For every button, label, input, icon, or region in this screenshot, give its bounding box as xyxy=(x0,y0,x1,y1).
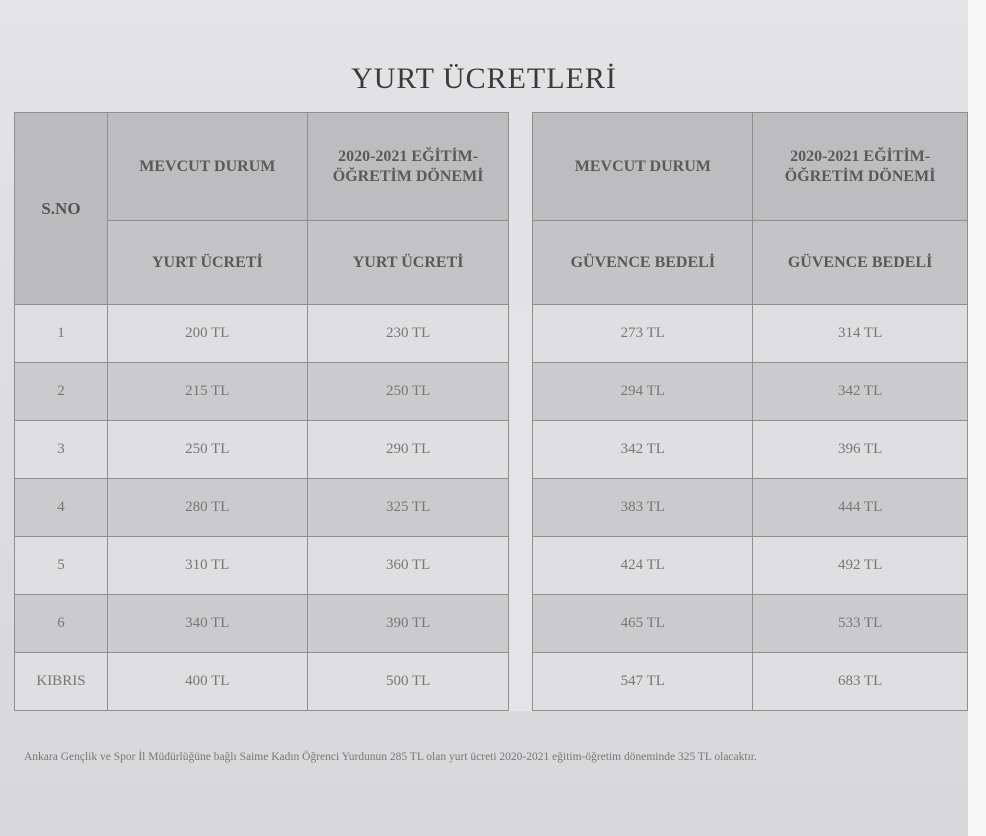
new-deposit-cell: 533 TL xyxy=(753,595,968,653)
row-number: 5 xyxy=(15,537,108,595)
row-number: 2 xyxy=(15,363,108,421)
new-fee-cell: 250 TL xyxy=(307,363,509,421)
new-deposit-cell: 683 TL xyxy=(753,653,968,711)
row-number: KIBRIS xyxy=(15,653,108,711)
new-fee-cell: 500 TL xyxy=(307,653,509,711)
group-header-new-term-deposit: 2020-2021 EĞİTİM-ÖĞRETİM DÖNEMİ xyxy=(753,113,968,221)
column-gap xyxy=(509,113,533,305)
table-row xyxy=(15,305,968,363)
column-gap xyxy=(509,363,533,421)
new-deposit-cell: 444 TL xyxy=(753,479,968,537)
current-deposit-cell: 465 TL xyxy=(533,595,753,653)
sno-header: S.NO xyxy=(15,113,108,305)
current-deposit-cell: 342 TL xyxy=(533,421,753,479)
current-fee-cell: 250 TL xyxy=(107,421,307,479)
new-fee-cell: 390 TL xyxy=(307,595,509,653)
new-deposit-cell: 342 TL xyxy=(753,363,968,421)
footnote: Ankara Gençlik ve Spor İl Müdürlüğüne bağlı Saime Kadın Öğrenci Yurdunun 285 TL olan yurt ücreti 2020-2021 eğitim-öğretim döneminde 325 TL olacaktır. xyxy=(24,751,757,763)
new-fee-cell: 230 TL xyxy=(307,305,509,363)
background-edge xyxy=(968,0,986,836)
current-deposit-cell: 273 TL xyxy=(533,305,753,363)
table-row xyxy=(15,421,968,479)
current-deposit-cell: 383 TL xyxy=(533,479,753,537)
new-fee-cell: 290 TL xyxy=(307,421,509,479)
page-title: YURT ÜCRETLERİ xyxy=(351,62,617,95)
table-row xyxy=(15,537,968,595)
column-gap xyxy=(509,479,533,537)
table-row xyxy=(15,479,968,537)
current-deposit-cell: 547 TL xyxy=(533,653,753,711)
current-fee-cell: 200 TL xyxy=(107,305,307,363)
column-gap xyxy=(509,595,533,653)
column-gap xyxy=(509,537,533,595)
table-row xyxy=(15,363,968,421)
row-number: 6 xyxy=(15,595,108,653)
column-gap xyxy=(509,421,533,479)
new-deposit-cell: 314 TL xyxy=(753,305,968,363)
group-header-current-fee: MEVCUT DURUM xyxy=(107,113,307,221)
group-header-current-deposit: MEVCUT DURUM xyxy=(533,113,753,221)
new-deposit-cell: 492 TL xyxy=(753,537,968,595)
column-gap xyxy=(509,653,533,711)
current-deposit-cell: 424 TL xyxy=(533,537,753,595)
sub-header-deposit: GÜVENCE BEDELİ xyxy=(533,221,753,305)
current-deposit-cell: 294 TL xyxy=(533,363,753,421)
table-row xyxy=(15,653,968,711)
row-number: 4 xyxy=(15,479,108,537)
row-number: 1 xyxy=(15,305,108,363)
group-header-new-term-fee: 2020-2021 EĞİTİM-ÖĞRETİM DÖNEMİ xyxy=(307,113,509,221)
sub-header-fee: YURT ÜCRETİ xyxy=(307,221,509,305)
sub-header-deposit: GÜVENCE BEDELİ xyxy=(753,221,968,305)
current-fee-cell: 400 TL xyxy=(107,653,307,711)
table-row xyxy=(15,595,968,653)
current-fee-cell: 215 TL xyxy=(107,363,307,421)
new-fee-cell: 325 TL xyxy=(307,479,509,537)
current-fee-cell: 280 TL xyxy=(107,479,307,537)
current-fee-cell: 310 TL xyxy=(107,537,307,595)
sub-header-fee: YURT ÜCRETİ xyxy=(107,221,307,305)
column-gap xyxy=(509,305,533,363)
current-fee-cell: 340 TL xyxy=(107,595,307,653)
new-deposit-cell: 396 TL xyxy=(753,421,968,479)
row-number: 3 xyxy=(15,421,108,479)
new-fee-cell: 360 TL xyxy=(307,537,509,595)
fee-table xyxy=(14,112,968,711)
